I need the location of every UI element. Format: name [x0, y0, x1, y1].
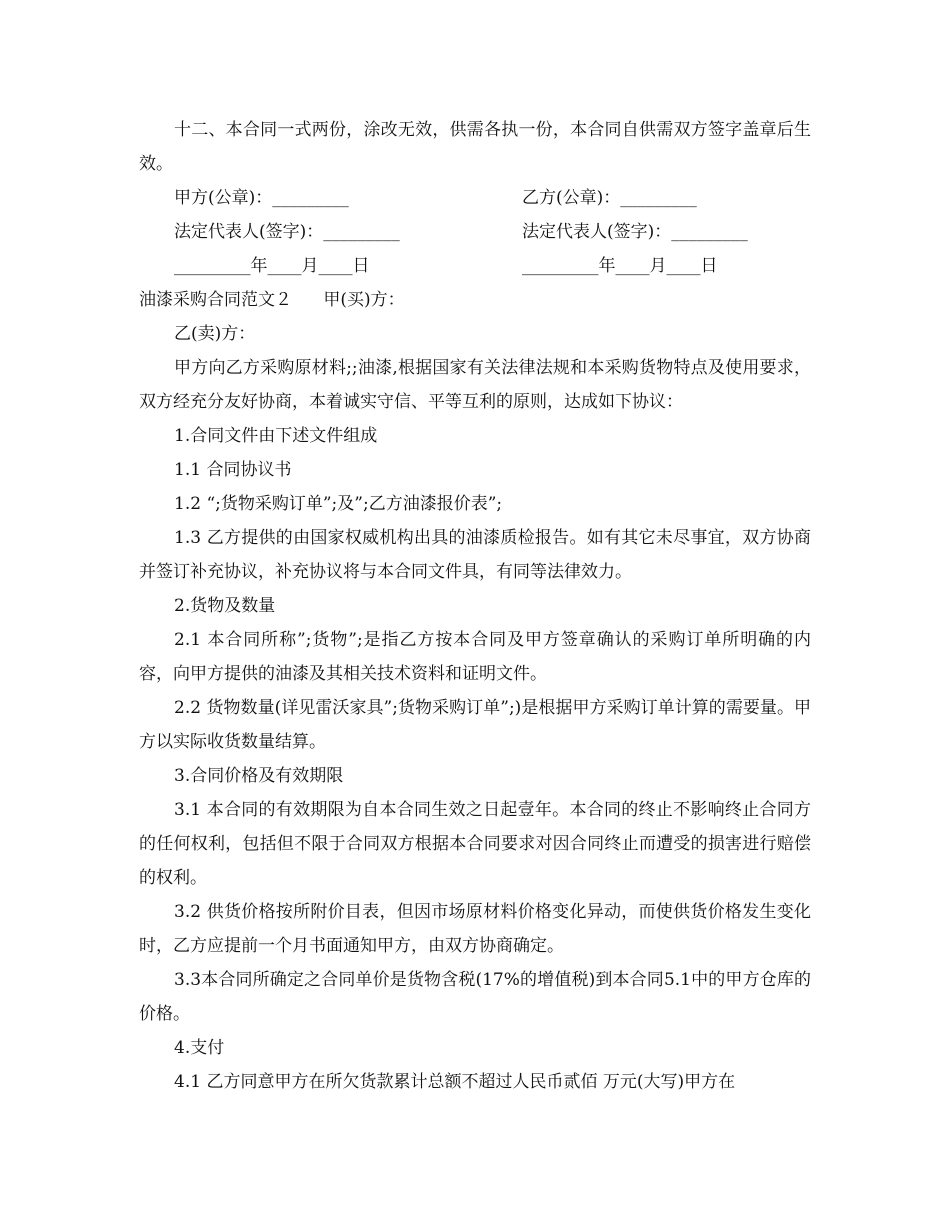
date-row [139, 249, 811, 283]
party-a-representative-field: 法定代表人(签字)：_________ [174, 222, 400, 242]
clause-12: 十二、本合同一式两份，涂改无效，供需各执一份，本合同自供需双方签字盖章后生效。 [139, 120, 811, 174]
intro-paragraph: 甲方向乙方采购原材料;;油漆,根据国家有关法律法规和本采购货物特点及使用要求，双方经充分友好协商，本着诚实守信、平等互利的原则，达成如下协议： [139, 358, 811, 412]
party-a-date-field: _________年____月____日 [174, 256, 370, 276]
party-b-date-field: _________年____月____日 [522, 256, 718, 276]
section-1-heading: 1.合同文件由下述文件组成 [174, 426, 378, 446]
contract-body [139, 113, 811, 1099]
clause-3-2: 3.2 供货价格按所附价目表，但因市场原材料价格变化异动，而使供货价格发生变化时，乙方应提前一个月书面通知甲方，由双方协商确定。 [139, 902, 811, 956]
section-4-heading: 4.支付 [174, 1038, 225, 1058]
clause-3-1: 3.1 本合同的有效期限为自本合同生效之日起壹年。本合同的终止不影响终止合同方的任何权利，包括但不限于合同双方根据本合同要求对因合同终止而遭受的损害进行赔偿的权利。 [139, 800, 811, 888]
clause-1-1: 1.1 合同协议书 [174, 460, 292, 480]
party-a-seal-field: 甲方(公章)：_________ [174, 188, 349, 208]
buyer-label: 甲(买)方： [323, 290, 405, 310]
clause-2-1: 2.1 本合同所称”;货物”;是指乙方按本合同及甲方签章确认的采购订单所明确的内容，向甲方提供的油漆及其相关技术资料和证明文件。 [139, 630, 811, 684]
seller-label: 乙(卖)方： [174, 324, 256, 344]
clause-2-2: 2.2 货物数量(详见雷沃家具”;货物采购订单”;)是根据甲方采购订单计算的需要量。甲方以实际收货数量结算。 [139, 698, 811, 752]
party-b-seal-field: 乙方(公章)：_________ [522, 188, 697, 208]
contract-2-heading [139, 283, 811, 317]
section-3-heading: 3.合同价格及有效期限 [174, 766, 344, 786]
clause-4-1: 4.1 乙方同意甲方在所欠货款累计总额不超过人民币贰佰 万元(大写)甲方在 [174, 1072, 736, 1092]
clause-3-3: 3.3本合同所确定之合同单价是货物含税(17%的增值税)到本合同5.1中的甲方仓库的价格。 [139, 970, 811, 1024]
representative-row [139, 215, 811, 249]
clause-1-3: 1.3 乙方提供的由国家权威机构出具的油漆质检报告。如有其它未尽事宜，双方协商并签订补充协议，补充协议将与本合同文件具，有同等法律效力。 [139, 528, 811, 582]
clause-1-2: 1.2 “;货物采购订单”;及”;乙方油漆报价表”; [174, 494, 503, 514]
seal-row [139, 181, 811, 215]
section-2-heading: 2.货物及数量 [174, 596, 276, 616]
party-b-representative-field: 法定代表人(签字)：_________ [522, 222, 748, 242]
contract-2-title: 油漆采购合同范文２ [139, 290, 292, 310]
